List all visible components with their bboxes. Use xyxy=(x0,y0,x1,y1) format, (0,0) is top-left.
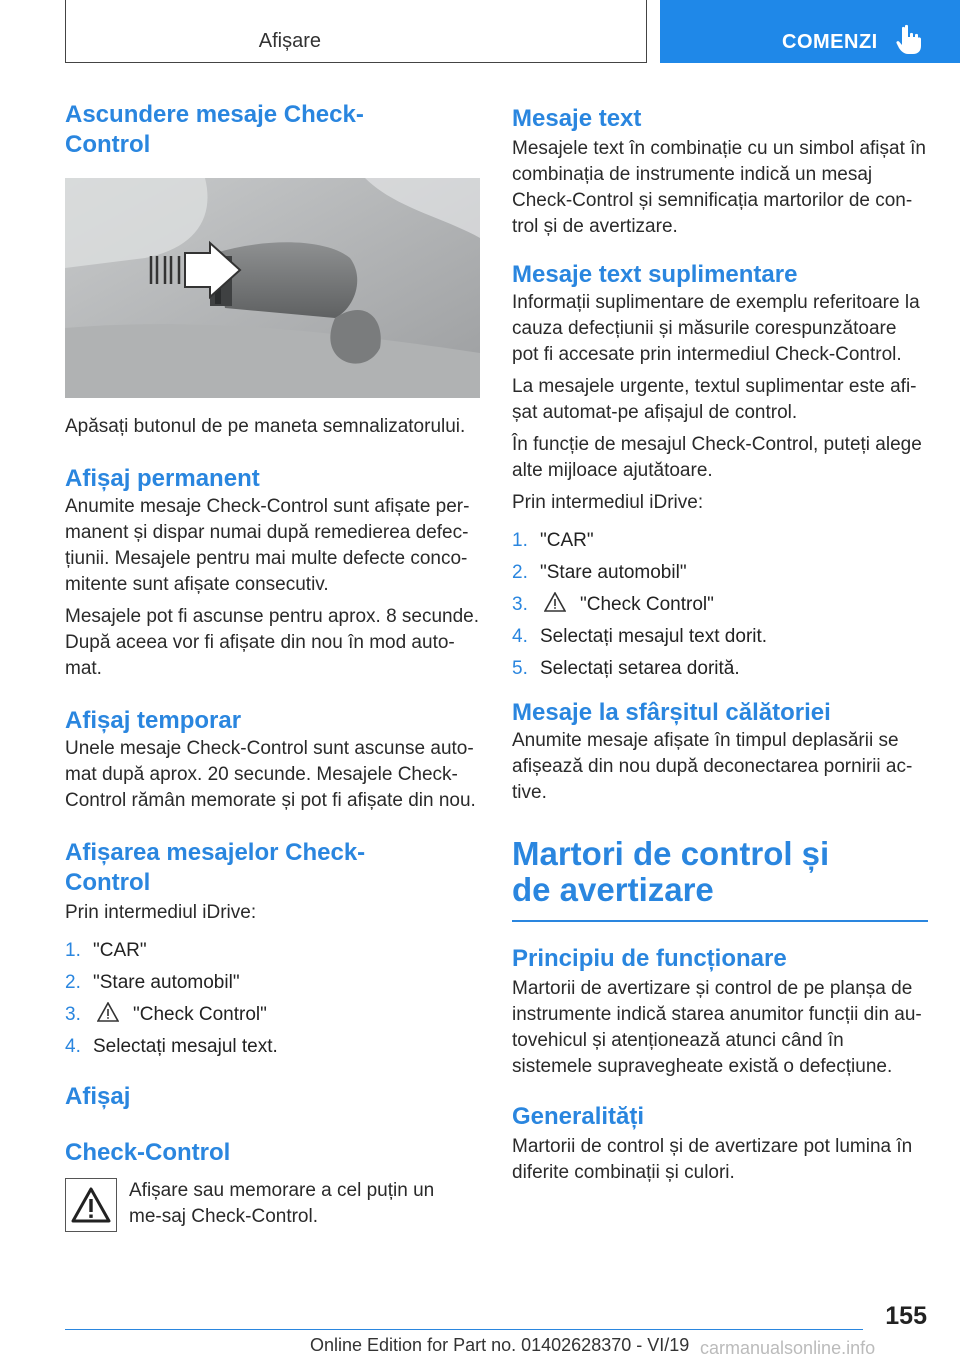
list-item: 2. "Stare automobil" xyxy=(65,972,240,993)
chapter-title-rule xyxy=(512,920,928,922)
list-item: 3. "Check Control" xyxy=(65,1004,267,1025)
paragraph-suplimentare-2: La mesajele urgente, textul suplimentar este afi-șat automat-pe afișajul de control. xyxy=(512,376,917,423)
header-box xyxy=(65,0,647,63)
heading-afisaj-temporar: Afișaj temporar xyxy=(65,707,242,734)
paragraph-permanent-2: Mesajele pot fi ascunse pentru aprox. 8 secunde. După aceea vor fi afișate din nou în mod auto-mat. xyxy=(65,606,480,679)
heading-principiu: Principiu de funcționare xyxy=(512,945,787,972)
check-control-row xyxy=(65,1178,480,1232)
hand-pointer-icon xyxy=(896,24,922,54)
footer-edition: Online Edition for Part no. 01402628370 - VI/19 xyxy=(310,1335,690,1355)
list-item: 2. "Stare automobil" xyxy=(512,562,687,583)
tab-comenzi[interactable] xyxy=(660,0,960,63)
heading-afisaj-permanent: Afișaj permanent xyxy=(65,465,260,492)
left-column xyxy=(65,100,480,1232)
heading-afisarea-mesajelor: Afișarea mesajelor Check-Control xyxy=(65,839,366,896)
tab-comenzi-label: COMENZI xyxy=(782,31,878,53)
list-item: 4. Selectați mesajul text. xyxy=(65,1036,278,1057)
paragraph-principiu: Martorii de avertizare și control de pe planșa de instrumente indică starea anumitor funcții din au-tovehicul și atenționează atunci când în sistemele supravegheate există o defecțiune. xyxy=(512,978,922,1077)
warning-triangle-icon xyxy=(97,1002,119,1022)
steps-list xyxy=(65,938,480,1060)
figure-caption: Apăsați butonul de pe maneta semnalizatorului. xyxy=(65,416,466,437)
list-item: 5. Selectați setarea dorită. xyxy=(512,658,740,679)
paragraph-temporar: Unele mesaje Check-Control sunt ascunse auto-mat după aprox. 20 secunde. Mesajele Check-Control rămân memorate și pot fi afișate din nou. xyxy=(65,738,476,811)
paragraph-suplimentare-1: Informații suplimentare de exemplu referitoare la cauza defecțiunii și măsurile corespunzătoare pot fi accesate prin intermediul Check-Control. xyxy=(512,292,920,365)
list-item: 1. "CAR" xyxy=(512,530,594,551)
paragraph-permanent-1: Anumite mesaje Check-Control sunt afișate per-manent și dispar numai după remedierea defec-țiunii. Mesajele pentru mai multe defecte conco-mitente sunt afișate consecutiv. xyxy=(65,496,470,595)
page-number: 155 xyxy=(885,1302,927,1330)
heading-mesaje-suplimentare: Mesaje text suplimentare xyxy=(512,261,798,288)
paragraph-check-control: Afișare sau memorare a cel puțin un me-saj Check-Control. xyxy=(129,1180,435,1227)
list-item: 1. "CAR" xyxy=(65,940,147,961)
warning-triangle-icon xyxy=(71,1187,111,1223)
list-item: 4. Selectați mesajul text dorit. xyxy=(512,626,768,647)
paragraph-mesaje-text: Mesajele text în combinație cu un simbol afișat în combinația de instrumente indică un mesaj Check-Control și semnificația martorilor de con-trol și de avertizare. xyxy=(512,138,926,237)
heading-mesaje-text: Mesaje text xyxy=(512,105,642,132)
paragraph-suplimentare-3: În funcție de mesajul Check-Control, puteți alege alte mijloace ajutătoare. xyxy=(512,434,922,481)
paragraph-sfarsitul-calatoriei: Anumite mesaje afișate în timpul deplasării se afișează din nou după deconectarea pornirii ac-tive. xyxy=(512,730,913,803)
section-title: Afișare xyxy=(258,30,321,52)
list-item: 3. "Check Control" xyxy=(512,594,714,615)
steps-list-right xyxy=(512,528,928,682)
heading-afisaj: Afișaj xyxy=(65,1083,131,1110)
footer-rule xyxy=(65,1329,863,1330)
right-column xyxy=(512,104,928,1186)
heading-check-control: Check-Control xyxy=(65,1139,231,1166)
heading-generalitati: Generalități xyxy=(512,1103,645,1130)
heading-ascundere: Ascundere mesaje Check-Control xyxy=(65,101,364,158)
heading-sfarsitul-calatoriei: Mesaje la sfârșitul călătoriei xyxy=(512,699,831,726)
footer-watermark: carmanualsonline.info xyxy=(700,1338,876,1358)
turn-signal-lever-illustration xyxy=(65,178,480,398)
paragraph-idrive: Prin intermediul iDrive: xyxy=(65,902,257,923)
warning-symbol-box xyxy=(65,1178,117,1232)
paragraph-idrive-right: Prin intermediul iDrive: xyxy=(512,492,704,513)
figure-turn-signal-lever xyxy=(65,178,480,398)
warning-triangle-icon xyxy=(544,592,566,612)
paragraph-generalitati: Martorii de control și de avertizare pot lumina în diferite combinații și culori. xyxy=(512,1136,913,1183)
chapter-title: Martori de control și de avertizare xyxy=(512,835,830,908)
